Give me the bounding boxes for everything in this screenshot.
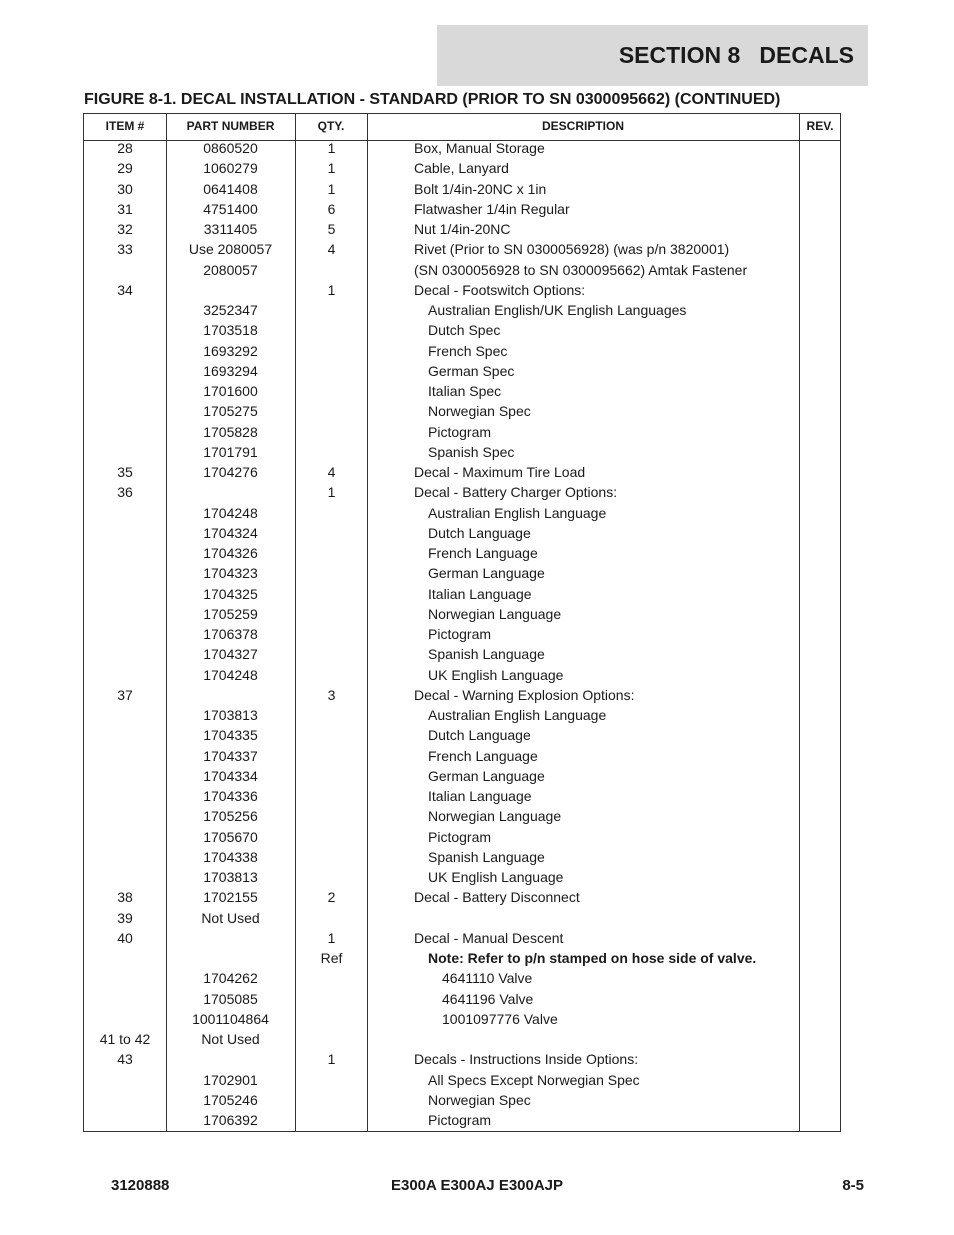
table-row (84, 160, 840, 180)
table-row (84, 565, 840, 585)
description-cell: French Spec (428, 342, 508, 359)
part-number-cell: 1704337 (203, 747, 258, 764)
table-row (84, 606, 840, 626)
item-cell: 41 to 42 (99, 1031, 151, 1047)
table-row (84, 970, 840, 990)
qty-cell: 1 (327, 1051, 336, 1068)
part-number-cell: 0860520 (203, 140, 258, 156)
description-cell: Norwegian Spec (428, 1091, 531, 1108)
description-cell: Australian English/UK English Languages (428, 302, 687, 318)
header-description: DESCRIPTION (541, 119, 624, 133)
item-cell: 39 (117, 909, 133, 926)
description-cell: (SN 0300056928 to SN 0300095662) Amtak Fastener (414, 261, 748, 278)
parts-table (83, 113, 841, 1132)
table-row (84, 707, 840, 727)
part-number-cell: 1706392 (203, 1112, 258, 1128)
table-row (84, 241, 840, 261)
qty-cell: 1 (327, 180, 336, 197)
part-number-cell: 1701791 (203, 443, 258, 460)
description-cell: UK English Language (428, 869, 564, 885)
part-number-cell: 1704262 (203, 970, 258, 987)
table-row (84, 869, 840, 889)
table-body (84, 140, 840, 1132)
description-cell: Italian Language (428, 585, 532, 602)
item-cell: 43 (117, 1051, 133, 1068)
item-cell: 40 (117, 929, 133, 946)
table-row (84, 403, 840, 423)
table-row (84, 424, 840, 444)
part-number-cell: 1001104864 (192, 1010, 269, 1027)
description-cell: 4641196 Valve (442, 990, 534, 1007)
item-cell: 34 (117, 281, 133, 298)
table-row (84, 1092, 840, 1112)
part-number-cell: 1705275 (203, 403, 258, 420)
part-number-cell: 2080057 (203, 261, 258, 278)
description-cell: Decal - Battery Disconnect (414, 889, 580, 906)
part-number-cell: Not Used (201, 1031, 260, 1047)
table-row (84, 221, 840, 241)
description-cell: Norwegian Language (428, 605, 562, 622)
description-cell: Norwegian Language (428, 808, 562, 825)
part-number-cell: 1702155 (203, 889, 258, 906)
description-cell: Nut 1/4in-20NC (414, 221, 511, 237)
qty-cell: 1 (327, 929, 336, 946)
part-number-cell: 1693294 (203, 362, 258, 379)
table-row (84, 910, 840, 930)
description-cell: Australian English Language (428, 707, 607, 723)
part-number-cell: 1704324 (203, 524, 258, 541)
part-number-cell: 1704248 (203, 504, 258, 521)
table-row (84, 282, 840, 302)
description-cell: Decals - Instructions Inside Options: (414, 1051, 639, 1068)
part-number-cell: 3252347 (203, 302, 258, 318)
qty-cell: 3 (327, 686, 336, 703)
part-number-cell: 1703518 (203, 322, 258, 339)
description-cell: German Language (428, 767, 545, 784)
description-cell: Dutch Language (428, 524, 531, 541)
qty-cell: 5 (327, 221, 336, 237)
description-cell: French Language (428, 747, 538, 764)
part-number-cell: 1705085 (203, 990, 258, 1007)
document-number: 3120888 (111, 1177, 170, 1194)
description-cell: Bolt 1/4in-20NC x 1in (414, 180, 547, 197)
description-cell: Spanish Language (428, 848, 545, 865)
description-cell: Note: Refer to p/n stamped on hose side of valve. (428, 950, 757, 966)
qty-cell: 1 (327, 484, 336, 501)
description-cell: Cable, Lanyard (414, 160, 509, 177)
description-cell: Decal - Battery Charger Options: (414, 484, 618, 501)
table-row (84, 768, 840, 788)
qty-cell: 1 (327, 140, 336, 156)
model-names: E300A E300AJ E300AJP (390, 1177, 564, 1194)
table-row (84, 545, 840, 565)
table-row (84, 808, 840, 828)
table-row (84, 322, 840, 342)
item-cell: 35 (117, 464, 133, 480)
header-item: ITEM # (105, 119, 145, 133)
item-cell: 32 (117, 221, 133, 237)
description-cell: Dutch Language (428, 727, 531, 744)
item-cell: 36 (117, 484, 133, 501)
qty-cell: 2 (327, 889, 336, 906)
part-number-cell: 1702901 (203, 1071, 258, 1088)
part-number-cell: 1704248 (203, 666, 258, 683)
table-row (84, 991, 840, 1011)
part-number-cell: 1060279 (203, 160, 258, 177)
item-cell: 38 (117, 889, 133, 906)
description-cell: German Spec (428, 362, 515, 379)
part-number-cell: Use 2080057 (188, 241, 273, 258)
qty-cell: 1 (327, 160, 336, 177)
part-number-cell: 1701600 (203, 383, 258, 399)
description-cell: Decal - Warning Explosion Options: (414, 686, 635, 703)
description-cell: Decal - Footswitch Options: (414, 281, 586, 298)
part-number-cell: 1704276 (203, 464, 258, 480)
table-row (84, 140, 840, 160)
description-cell: Italian Spec (428, 383, 502, 399)
part-number-cell: 0641408 (203, 180, 258, 197)
table-row (84, 505, 840, 525)
table-row (84, 950, 840, 970)
table-row (84, 1112, 840, 1132)
header-part-number: PART NUMBER (186, 119, 275, 133)
description-cell: Spanish Language (428, 646, 545, 663)
part-number-cell: 3311405 (203, 221, 258, 237)
description-cell: Pictogram (428, 626, 492, 642)
qty-cell: 6 (327, 200, 336, 217)
table-row (84, 444, 840, 464)
part-number-cell: 1704336 (203, 788, 258, 804)
part-number-cell: 1704326 (203, 545, 258, 561)
description-cell: Decal - Manual Descent (414, 929, 564, 946)
part-number-cell: 1704323 (203, 565, 258, 582)
description-cell: Pictogram (428, 423, 492, 440)
table-row (84, 727, 840, 747)
description-cell: 1001097776 Valve (442, 1010, 558, 1027)
description-cell: Norwegian Spec (428, 403, 531, 420)
description-cell: All Specs Except Norwegian Spec (428, 1071, 640, 1088)
table-row (84, 687, 840, 707)
table-row (84, 201, 840, 221)
part-number-cell: 1704325 (203, 585, 258, 602)
table-row (84, 343, 840, 363)
table-row (84, 849, 840, 869)
qty-cell: Ref (320, 950, 343, 966)
item-cell: 28 (117, 140, 133, 156)
table-row (84, 930, 840, 950)
part-number-cell: 1705828 (203, 423, 258, 440)
item-cell: 37 (117, 686, 133, 703)
description-cell: Rivet (Prior to SN 0300056928) (was p/n 3820001) (414, 241, 730, 258)
table-row (84, 262, 840, 282)
part-number-cell: 1704334 (203, 767, 258, 784)
part-number-cell: Not Used (201, 909, 260, 926)
table-row (84, 646, 840, 666)
description-cell: Australian English Language (428, 504, 607, 521)
table-row (84, 1031, 840, 1051)
part-number-cell: 1703813 (203, 869, 258, 885)
description-cell: Flatwasher 1/4in Regular (414, 200, 570, 217)
page-number: 8-5 (842, 1177, 864, 1194)
table-row (84, 525, 840, 545)
figure-title: FIGURE 8-1. DECAL INSTALLATION - STANDARD (PRIOR TO SN 0300095662) (CONTINUED) (84, 91, 781, 108)
item-cell: 31 (117, 200, 133, 217)
part-number-cell: 1706378 (203, 626, 258, 642)
section-banner (437, 25, 868, 86)
part-number-cell: 1704327 (203, 646, 258, 663)
part-number-cell: 1693292 (203, 342, 258, 359)
item-cell: 29 (117, 160, 133, 177)
part-number-cell: 1704338 (203, 848, 258, 865)
description-cell: German Language (428, 565, 545, 582)
description-cell: Box, Manual Storage (414, 140, 545, 156)
description-cell: Decal - Maximum Tire Load (414, 464, 586, 480)
part-number-cell: 1704335 (203, 727, 258, 744)
qty-cell: 4 (327, 464, 336, 480)
description-cell: Pictogram (428, 1112, 492, 1128)
description-cell: Spanish Spec (428, 443, 515, 460)
item-cell: 30 (117, 180, 133, 197)
table-row (84, 626, 840, 646)
description-cell: Italian Language (428, 788, 532, 804)
table-row (84, 667, 840, 687)
part-number-cell: 1703813 (203, 707, 258, 723)
description-cell: UK English Language (428, 666, 564, 683)
qty-cell: 4 (327, 241, 336, 258)
description-cell: French Language (428, 545, 538, 561)
table-row (84, 1051, 840, 1071)
qty-cell: 1 (327, 281, 336, 298)
table-row (84, 829, 840, 849)
description-cell: 4641110 Valve (442, 970, 533, 987)
table-row (84, 889, 840, 909)
table-row (84, 1011, 840, 1031)
table-row (84, 748, 840, 768)
table-row (84, 464, 840, 484)
description-cell: Pictogram (428, 828, 492, 845)
table-row (84, 383, 840, 403)
table-row (84, 181, 840, 201)
section-title: SECTION 8 DECALS (618, 42, 854, 68)
part-number-cell: 1705256 (203, 808, 258, 825)
part-number-cell: 1705670 (203, 828, 258, 845)
table-row (84, 788, 840, 808)
table-row (84, 484, 840, 504)
part-number-cell: 1705259 (203, 605, 258, 622)
table-row (84, 1072, 840, 1092)
header-rev: REV. (806, 119, 834, 133)
table-row (84, 302, 840, 322)
item-cell: 33 (117, 241, 133, 258)
description-cell: Dutch Spec (428, 322, 501, 339)
part-number-cell: 4751400 (203, 200, 258, 217)
part-number-cell: 1705246 (203, 1091, 258, 1108)
header-qty: QTY. (317, 119, 345, 133)
table-row (84, 363, 840, 383)
table-row (84, 586, 840, 606)
